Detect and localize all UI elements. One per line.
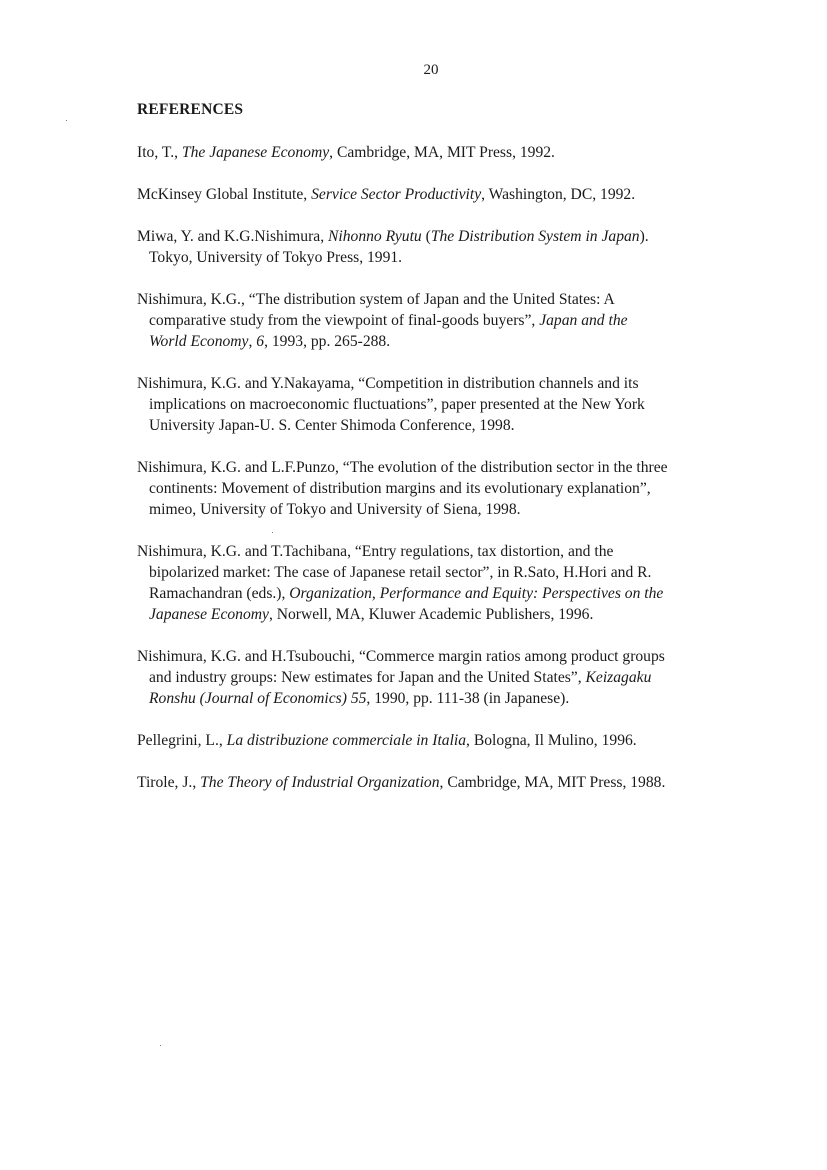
reference-text-segment: Pellegrini, L., (137, 732, 227, 749)
reference-text-segment: comparative study from the viewpoint of final-goods buyers”, (149, 312, 540, 329)
reference-italic-segment: World Economy (149, 333, 249, 350)
reference-text-segment: University Japan-U. S. Center Shimoda Conference, 1998. (149, 417, 515, 434)
reference-text-segment: Nishimura, K.G. and L.F.Punzo, “The evolution of the distribution sector in the three (137, 459, 668, 476)
reference-italic-segment: Japanese Economy (149, 606, 269, 623)
reference-text-segment: Nishimura, K.G. and H.Tsubouchi, “Commerce margin ratios among product groups (137, 648, 665, 665)
reference-entry (137, 289, 727, 352)
page-number: 20 (423, 62, 439, 78)
reference-entry (137, 730, 727, 751)
reference-text-segment: Tirole, J., (137, 774, 201, 791)
scan-speck (66, 120, 67, 121)
reference-italic-segment: The Distribution System in Japan (430, 228, 640, 245)
reference-italic-segment: Japan and the (539, 312, 628, 329)
reference-entry (137, 457, 727, 520)
references-heading: REFERENCES (137, 101, 244, 118)
reference-entry (137, 373, 727, 436)
reference-entry (137, 541, 727, 625)
scan-speck (272, 532, 273, 533)
reference-text-segment: Ramachandran (eds.), (149, 585, 290, 602)
reference-entry (137, 646, 727, 709)
reference-entry (137, 184, 727, 205)
reference-text-segment: ). (639, 228, 649, 245)
reference-text-segment: Nishimura, K.G. and Y.Nakayama, “Competition in distribution channels and its (137, 375, 639, 392)
reference-text-segment: and industry groups: New estimates for Japan and the United States”, (149, 669, 586, 686)
reference-italic-segment: 6 (256, 333, 265, 350)
reference-text-segment: mimeo, University of Tokyo and University of Siena, 1998. (149, 501, 521, 518)
references-list (137, 142, 727, 814)
reference-text-segment: , Cambridge, MA, MIT Press, 1988. (439, 774, 666, 791)
reference-italic-segment: La distribuzione commerciale in Italia (226, 732, 467, 749)
reference-text-segment: , (248, 333, 257, 350)
reference-text-segment: Tokyo, University of Tokyo Press, 1991. (149, 249, 403, 266)
reference-text-segment: McKinsey Global Institute, (137, 186, 312, 203)
reference-entry (137, 772, 727, 793)
reference-text-segment: , 1990, pp. 111-38 (in Japanese). (366, 690, 570, 707)
reference-text-segment: continents: Movement of distribution margins and its evolutionary explanation”, (149, 480, 651, 497)
reference-text-segment: Nishimura, K.G., “The distribution system of Japan and the United States: A (137, 291, 615, 308)
reference-text-segment: , Norwell, MA, Kluwer Academic Publishers, 1996. (268, 606, 594, 623)
scan-speck (160, 1045, 161, 1046)
reference-italic-segment: Nihonno Ryutu (328, 228, 422, 245)
reference-text-segment: Nishimura, K.G. and T.Tachibana, “Entry regulations, tax distortion, and the (137, 543, 614, 560)
reference-italic-segment: Ronshu (Journal of Economics) 55 (149, 690, 367, 707)
reference-text-segment: , 1993, pp. 265-288. (264, 333, 391, 350)
reference-italic-segment: Service Sector Productivity (311, 186, 482, 203)
reference-italic-segment: The Japanese Economy (181, 144, 330, 161)
reference-text-segment: , Washington, DC, 1992. (481, 186, 636, 203)
reference-italic-segment: The Theory of Industrial Organization (200, 774, 440, 791)
reference-text-segment: ( (421, 228, 431, 245)
reference-text-segment: Miwa, Y. and K.G.Nishimura, (137, 228, 329, 245)
reference-italic-segment: Keizagaku (585, 669, 652, 686)
reference-entry (137, 226, 727, 268)
reference-text-segment: Ito, T., (137, 144, 182, 161)
reference-text-segment: , Cambridge, MA, MIT Press, 1992. (329, 144, 555, 161)
reference-text-segment: bipolarized market: The case of Japanese retail sector”, in R.Sato, H.Hori and R. (149, 564, 652, 581)
reference-entry (137, 142, 727, 163)
reference-italic-segment: Organization, Performance and Equity: Perspectives on the (289, 585, 664, 602)
reference-text-segment: implications on macroeconomic fluctuations”, paper presented at the New York (149, 396, 645, 413)
reference-text-segment: , Bologna, Il Mulino, 1996. (466, 732, 637, 749)
